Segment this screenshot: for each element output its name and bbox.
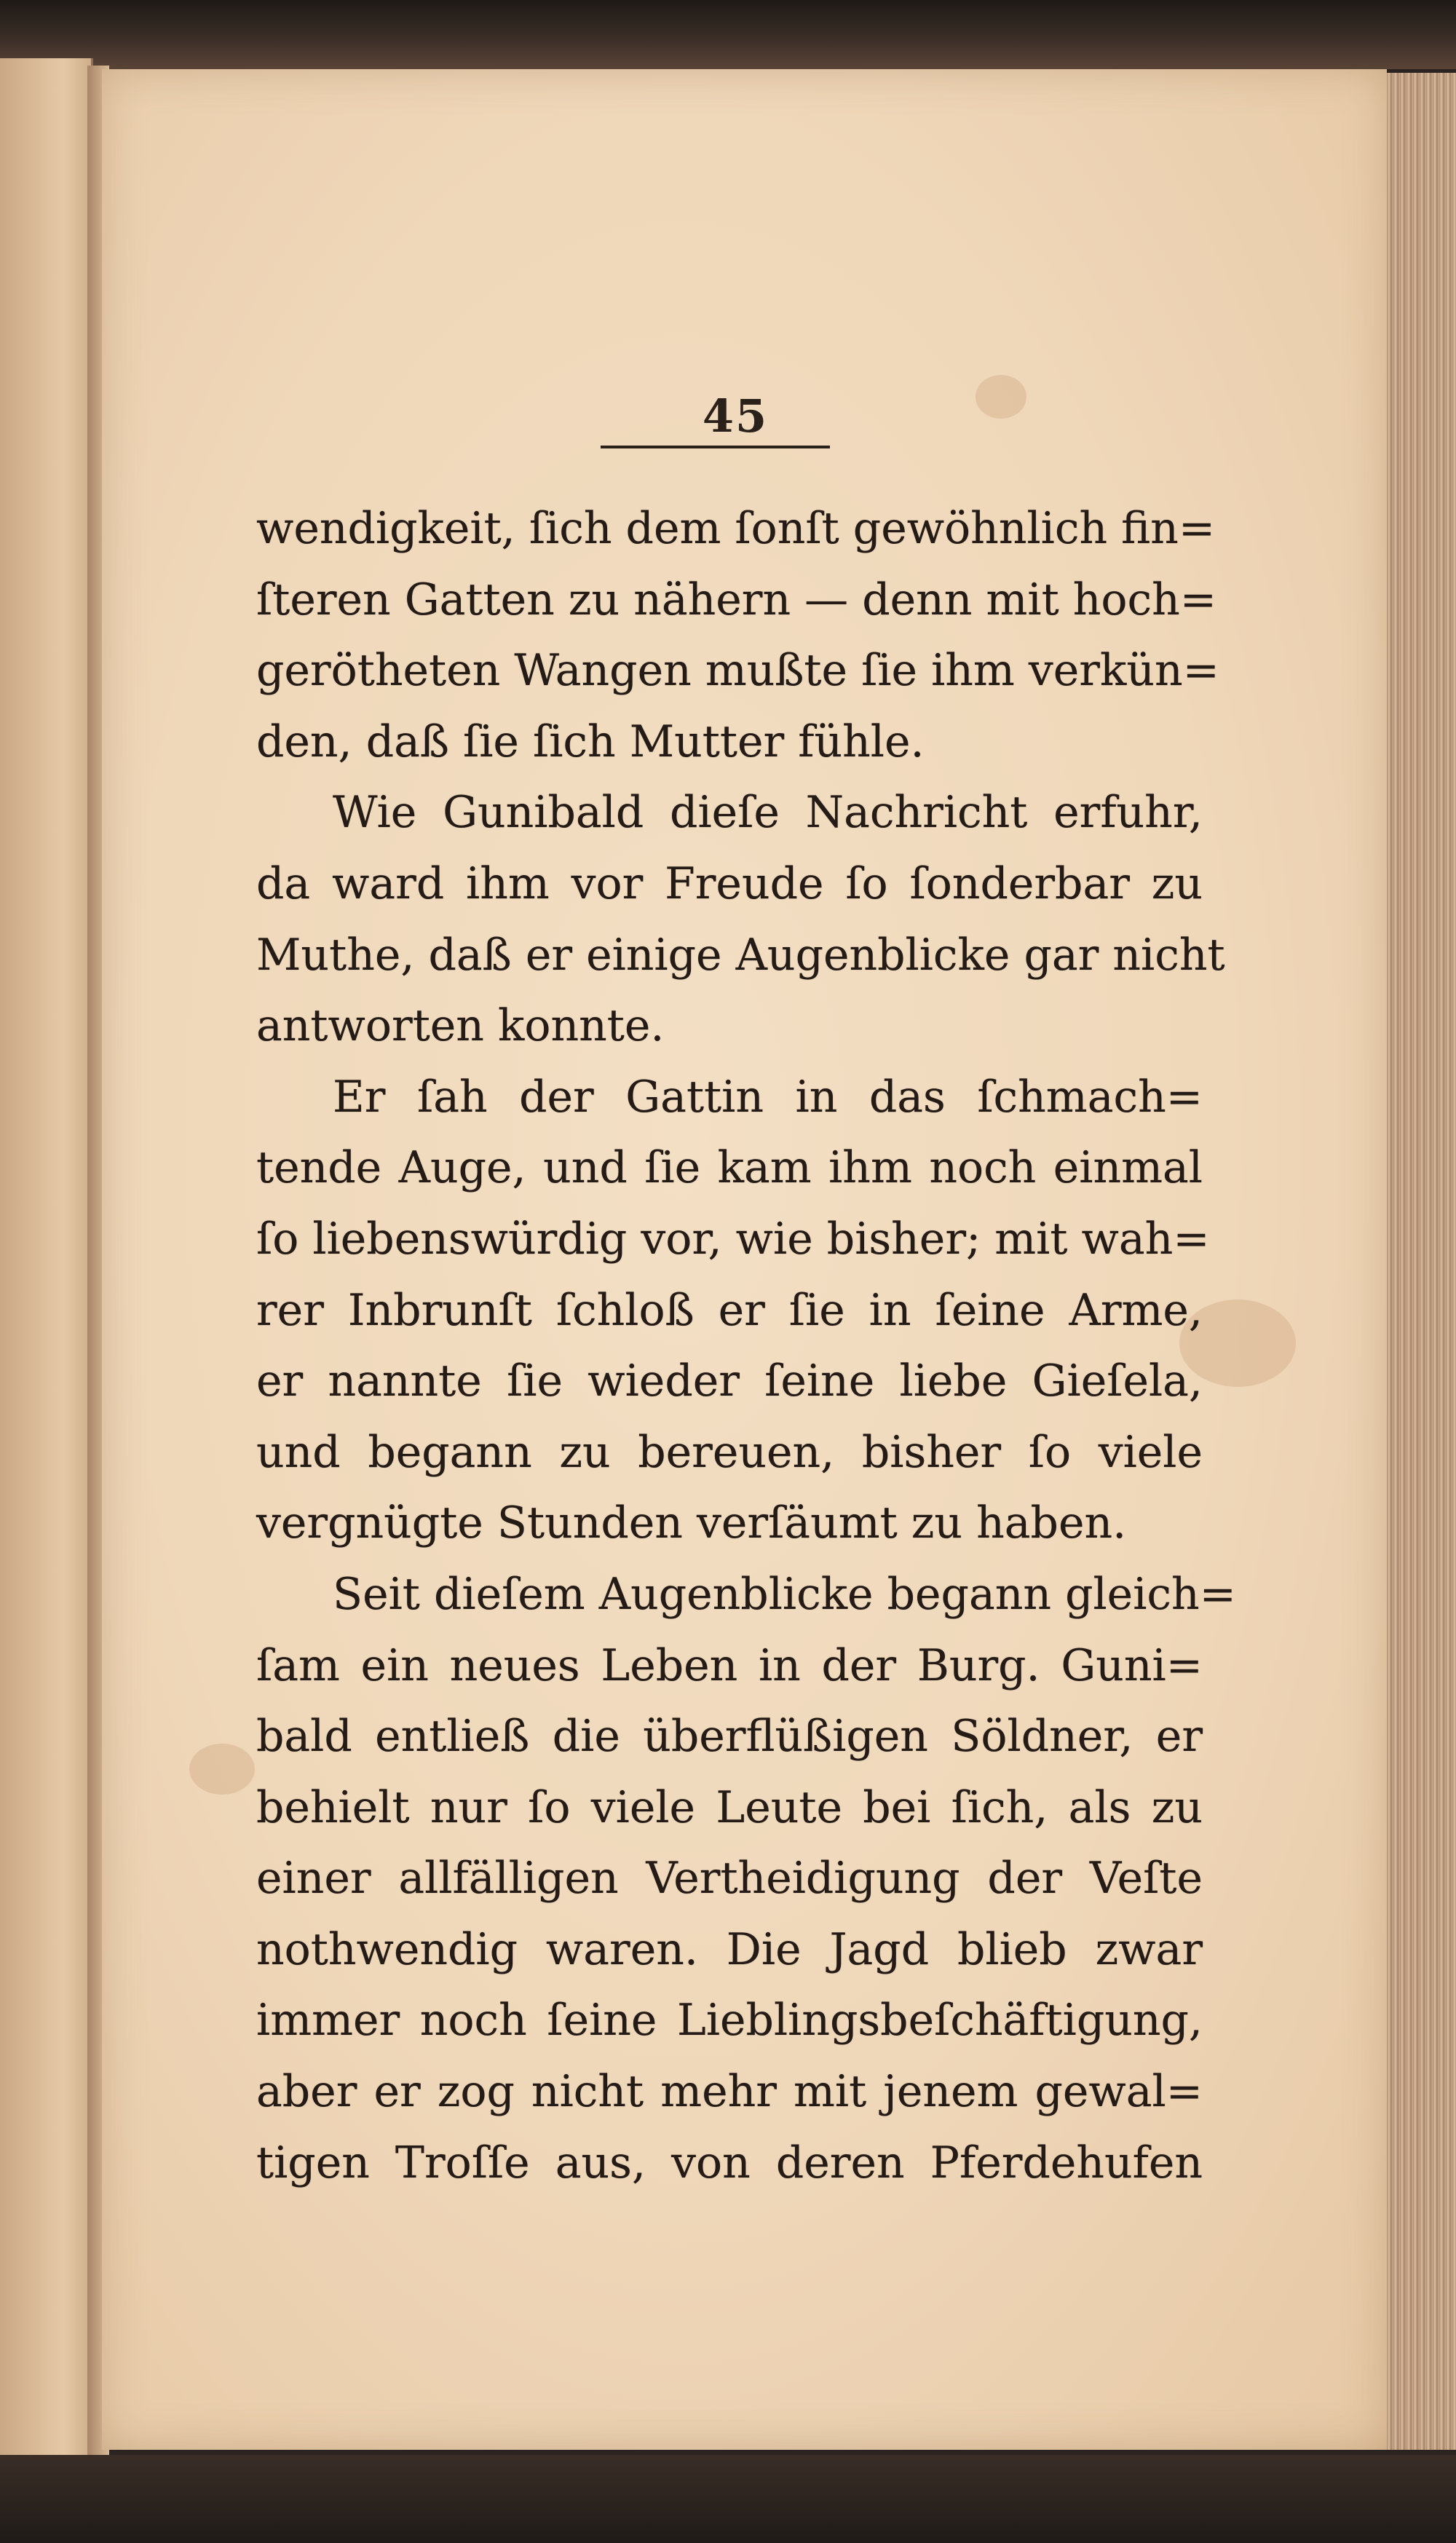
book-fore-edge: [1387, 73, 1456, 2450]
body-text: [256, 494, 1236, 2199]
book-top-edge: [0, 0, 1456, 69]
text-line: immer noch ſeine Lieblingsbeſchäftigung,: [256, 1995, 1203, 2046]
foxing-stain: [976, 375, 1026, 419]
text-line: vergnügte Stunden verſäumt zu haben.: [256, 1498, 1127, 1549]
text-line: nothwendig waren. Die Jagd blieb zwar: [256, 1923, 1203, 1975]
foxing-stain: [189, 1744, 255, 1795]
text-line: antworten konnte.: [256, 1000, 665, 1052]
text-line: tigen Troſſe aus, von deren Pferdehufen: [256, 2137, 1203, 2188]
text-line: da ward ihm vor Freude ſo ſonderbar zu: [256, 858, 1203, 909]
text-line: und begann zu bereuen, bisher ſo viele: [256, 1426, 1203, 1478]
text-line: Er ſah der Gattin in das ſchmach=: [333, 1071, 1203, 1123]
text-line: er nannte ſie wieder ſeine liebe Gieſela,: [256, 1356, 1203, 1407]
text-line: bald entließ die überflüßigen Söldner, er: [256, 1711, 1203, 1763]
book-bottom-edge: [0, 2455, 1456, 2543]
page-number: 45: [702, 389, 769, 443]
page-number-rule: [601, 446, 830, 448]
text-line: gerötheten Wangen mußte ſie ihm verkün=: [256, 645, 1219, 697]
text-line: wendigkeit, ſich dem ſonſt gewöhnlich fin=: [256, 503, 1216, 554]
text-line: einer allfälligen Vertheidigung der Veſte: [256, 1853, 1203, 1905]
text-line: ſteren Gatten zu nähern — denn mit hoch=: [256, 574, 1217, 625]
text-line: ſam ein neues Leben in der Burg. Guni=: [256, 1640, 1203, 1691]
text-line: rer Inbrunſt ſchloß er ſie in ſeine Arme,: [256, 1284, 1203, 1336]
text-line: Muthe, daß er einige Augenblicke gar nicht: [256, 929, 1225, 981]
text-line: Seit dieſem Augenblicke begann gleich=: [333, 1568, 1236, 1620]
facing-page-edge: [0, 58, 93, 2461]
text-line: tende Auge, und ſie kam ihm noch einmal: [256, 1142, 1203, 1194]
text-line: Wie Gunibald dieſe Nachricht erfuhr,: [333, 787, 1203, 839]
text-line: aber er zog nicht mehr mit jenem gewal=: [256, 2066, 1203, 2118]
text-line: ſo liebenswürdig vor, wie bisher; mit wah=: [256, 1213, 1210, 1265]
text-line: behielt nur ſo viele Leute bei ſich, als zu: [256, 1781, 1203, 1833]
text-line: den, daß ſie ſich Mutter fühle.: [256, 716, 925, 767]
